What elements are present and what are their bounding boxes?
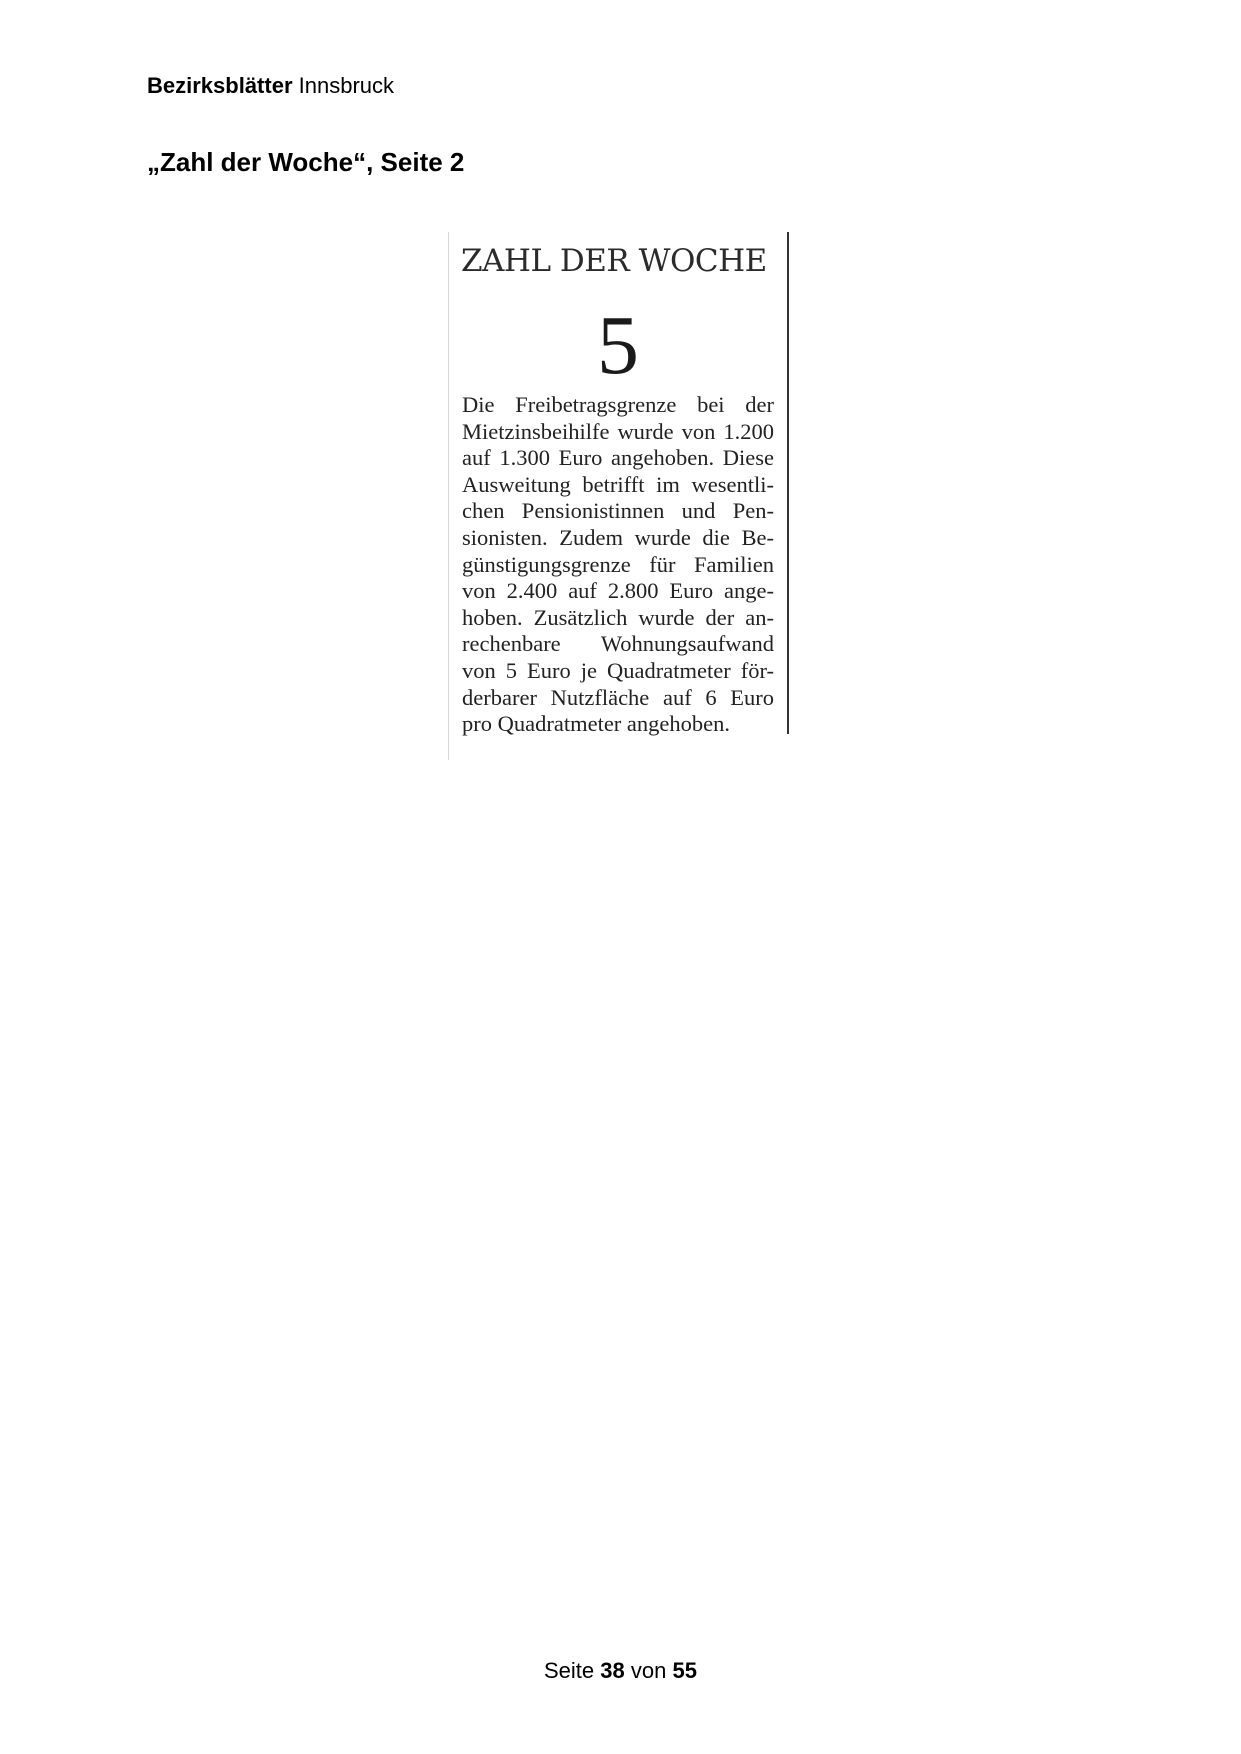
clipping-body-line: günstigungsgrenze für Familien [462, 551, 774, 577]
clipping-body-line: auf 1.300 Euro angehoben. Diese [462, 445, 774, 471]
page-current: 38 [600, 1658, 625, 1683]
outlet-name: Bezirksblätter [147, 73, 293, 98]
newspaper-clipping [448, 232, 788, 760]
document-title: „Zahl der Woche“, Seite 2 [147, 147, 465, 177]
clipping-body-line: hoben. Zusätzlich wurde der an- [462, 604, 774, 630]
page-footer [0, 1657, 1241, 1685]
clipping-body-line: derbarer Nutzfläche auf 6 Euro [462, 684, 774, 710]
page-label: Seite [544, 1658, 595, 1683]
clipping-body-line: von 5 Euro je Quadratmeter för- [462, 657, 774, 683]
clipping-body-line: rechenbare Wohnungsaufwand [462, 631, 774, 657]
clipping-body-line: chen Pensionistinnen und Pen- [462, 498, 774, 524]
clipping-body-line: Ausweitung betrifft im wesentli- [462, 471, 774, 497]
clipping-body-line: pro Quadratmeter angehoben. [462, 711, 731, 737]
source-line [147, 72, 394, 100]
clipping-number: 5 [597, 299, 639, 392]
clipping-heading: ZAHL DER WOCHE [461, 243, 767, 279]
clipping-body [462, 392, 774, 738]
clipping-body-line: sionisten. Zudem wurde die Be- [462, 524, 774, 550]
outlet-region: Innsbruck [298, 73, 395, 98]
of-label: von [630, 1658, 667, 1683]
page-total: 55 [672, 1658, 697, 1683]
clipping-body-line: von 2.400 auf 2.800 Euro ange- [462, 578, 774, 604]
clipping-body-line: Mietzinsbeihilfe wurde von 1.200 [462, 418, 774, 444]
clipping-body-line: Die Freibetragsgrenze bei der [462, 392, 774, 417]
